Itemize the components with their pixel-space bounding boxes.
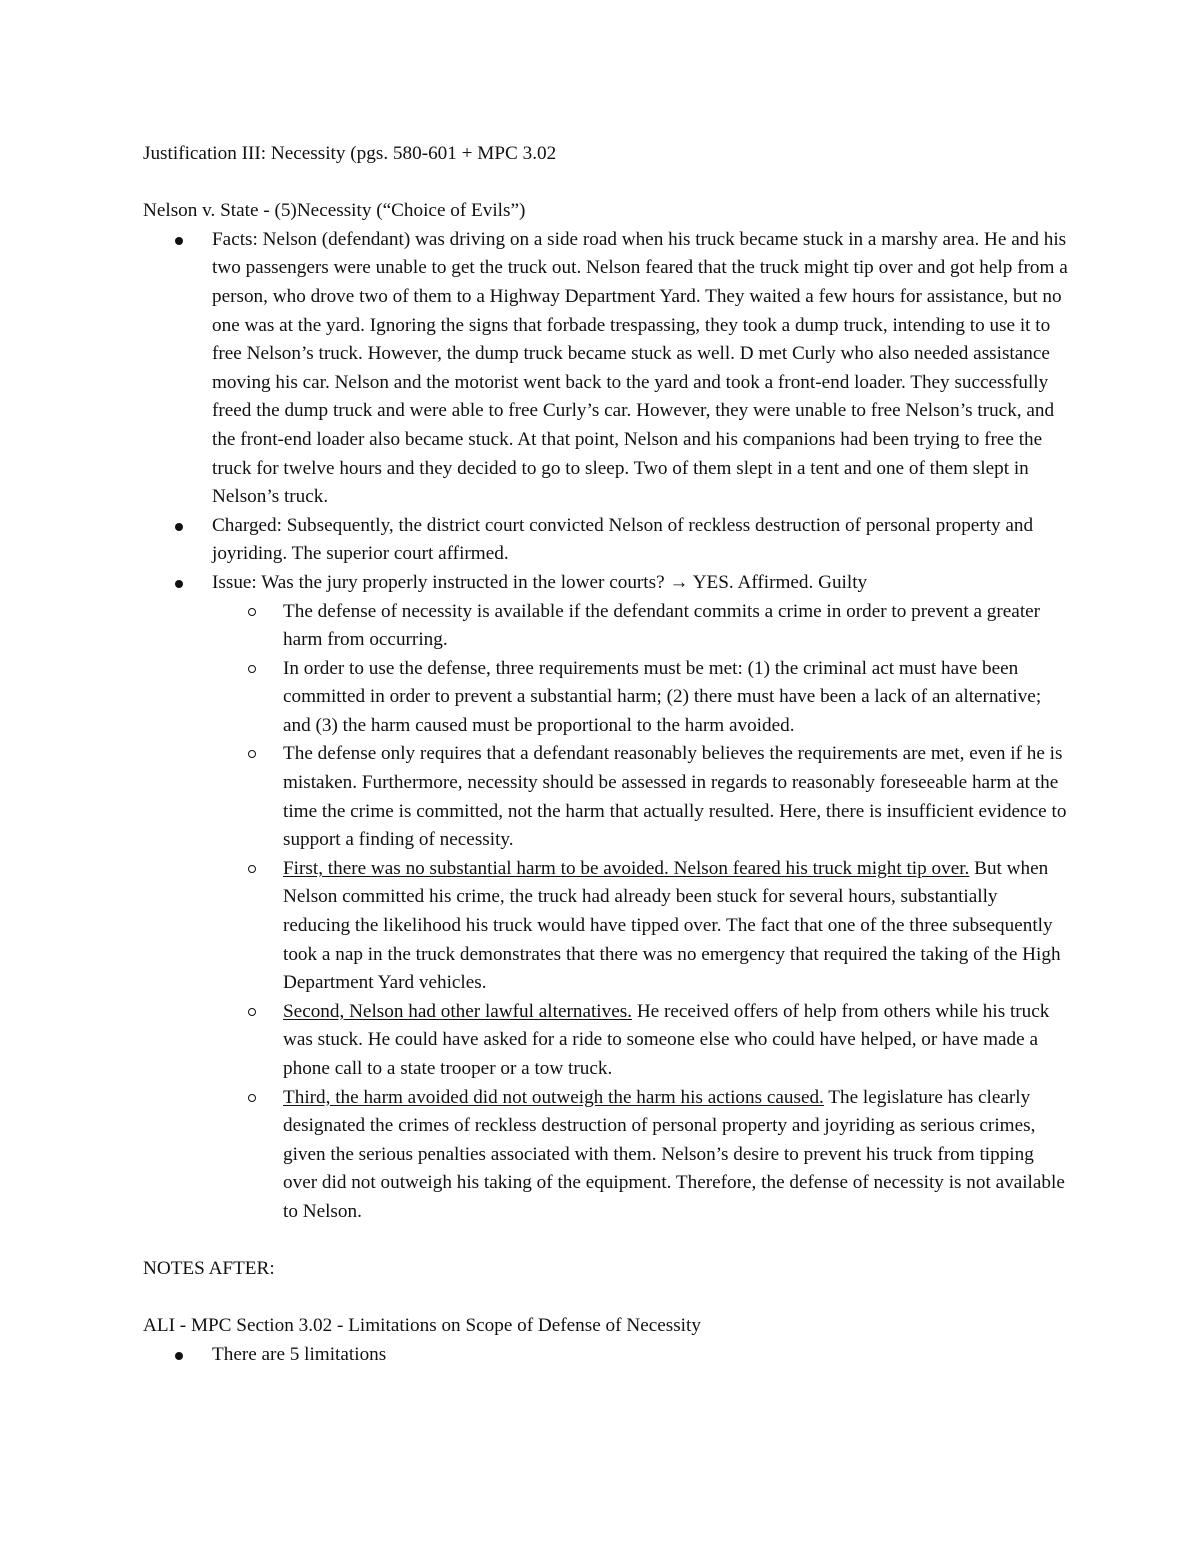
case-bullet-list <box>143 226 1068 1227</box>
issue-text: Issue: Was the jury properly instructed in the lower courts? → YES. Affirmed. Guilty <box>212 571 868 593</box>
issue-item <box>212 569 1068 1227</box>
sub-item-4 <box>283 855 1068 998</box>
sub-item-2-text: In order to use the defense, three requirements must be met: (1) the criminal act must have been committed in order to prevent a substantial harm; (2) there must have been a lack of an alternative; and (3) the harm caused must be proportional to the harm avoided. <box>283 657 1042 736</box>
facts-item <box>212 226 1068 512</box>
sub-item-2 <box>283 655 1068 741</box>
ali-heading: ALI - MPC Section 3.02 - Limitations on Scope of Defense of Necessity <box>143 1315 701 1337</box>
sub-item-5-text: He received offers of help from others while his truck was stuck. He could have asked for a ride to someone else who could have helped, or have made a phone call to a state trooper or a tow truck. <box>283 1000 1050 1079</box>
document-page <box>143 140 1068 1370</box>
facts-text: Facts: Nelson (defendant) was driving on a side road when his truck became stuck in a marshy area. He and his two passengers were unable to get the truck out. Nelson feared that the truck might tip over and got help from a person, who drove two of them to a Highway Department Yard. They waited a few hours for assistance, but no one was at the yard. Ignoring the signs that forbade trespassing, they took a dump truck, intending to use it to free Nelson’s truck. However, the dump truck became stuck as well. D met Curly who also needed assistance moving his car. Nelson and the motorist went back to the yard and took a front-end loader. They successfully freed the dump truck and were able to free Curly’s car. However, they were unable to free Nelson’s truck, and the front-end loader also became stuck. At that point, Nelson and his companions had been trying to free the truck for twelve hours and they decided to go to sleep. Two of them slept in a tent and one of them slept in Nelson’s truck. <box>212 228 1068 508</box>
sub-item-3-text: The defense only requires that a defendant reasonably believes the requirements are met, even if he is mistaken. Furthermore, necessity should be assessed in regards to reasonably foreseeable harm at the time the crime is committed, not the harm that actually resulted. Here, there is insufficient evidence to support a finding of necessity. <box>283 743 1067 851</box>
case-heading: Nelson v. State - (5)Necessity (“Choice of Evils”) <box>143 200 526 222</box>
sub-item-6 <box>283 1084 1068 1227</box>
sub-item-4-text: But when Nelson committed his crime, the truck had already been stuck for several hours, substantially reducing the likelihood his truck would have tipped over. The fact that one of the three subsequently took a nap in the truck demonstrates that there was no emergency that required the taking of the High Department Yard vehicles. <box>283 857 1061 994</box>
sub-item-1-text: The defense of necessity is available if the defendant commits a crime in order to prevent a greater harm from occurring. <box>283 600 1041 651</box>
sub-item-3 <box>283 740 1068 854</box>
charged-item <box>212 512 1068 569</box>
sub-item-5-underlined: Second, Nelson had other lawful alternatives. <box>283 1000 633 1022</box>
ali-item-1-text: There are 5 limitations <box>212 1343 387 1365</box>
sub-item-6-underlined: Third, the harm avoided did not outweigh the harm his actions caused. <box>283 1086 824 1108</box>
charged-text: Charged: Subsequently, the district court convicted Nelson of reckless destruction of personal property and joyriding. The superior court affirmed. <box>212 514 1034 565</box>
notes-after-heading: NOTES AFTER: <box>143 1258 275 1280</box>
ali-item-1 <box>212 1341 1068 1370</box>
document-title: Justification III: Necessity (pgs. 580-601 + MPC 3.02 <box>143 143 557 164</box>
sub-item-4-underlined: First, there was no substantial harm to be avoided. Nelson feared his truck might tip over. <box>283 857 970 879</box>
sub-item-5 <box>283 998 1068 1084</box>
sub-item-6-text: The legislature has clearly designated the crimes of reckless destruction of personal property and joyriding as serious crimes, given the serious penalties associated with them. Nelson’s desire to prevent his truck from tipping over did not outweigh his taking of the equipment. Therefore, the defense of necessity is not available to Nelson. <box>283 1086 1065 1222</box>
ali-bullet-list <box>143 1341 1068 1370</box>
sub-item-1 <box>283 598 1068 655</box>
issue-sub-list <box>212 598 1068 1227</box>
